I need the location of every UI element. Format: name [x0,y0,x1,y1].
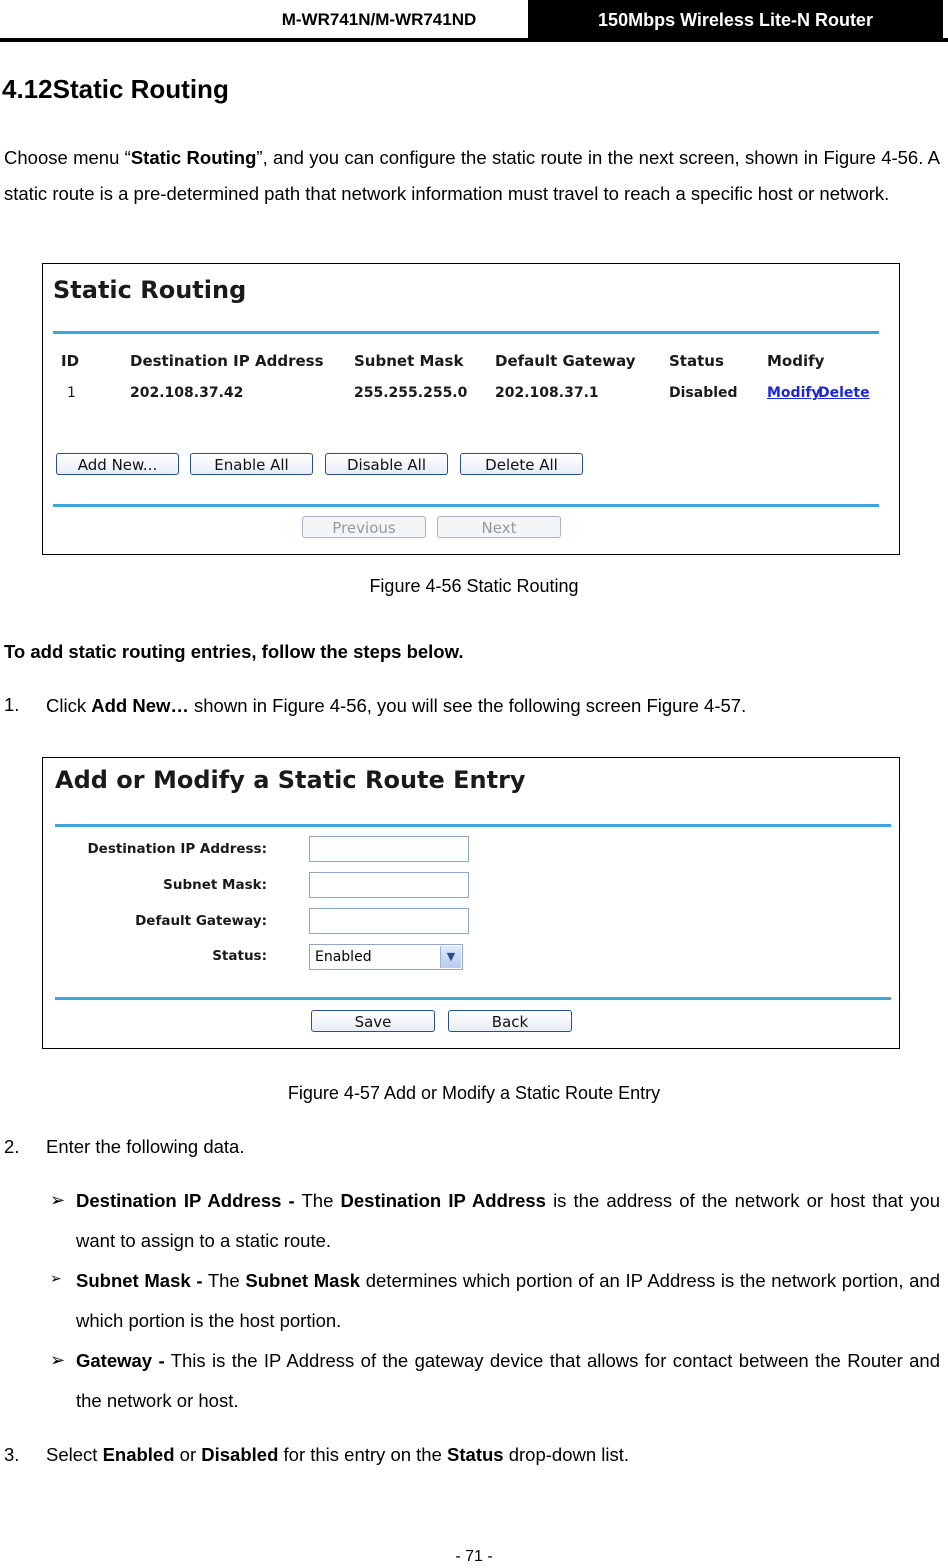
modify-link[interactable]: Modify [767,385,821,401]
status-select[interactable] [309,944,463,970]
section-number: 4.12 [2,74,53,104]
enable-all-button[interactable]: Enable All [190,453,313,475]
chevron-down-icon[interactable]: ▼ [440,946,461,968]
col-id: ID [61,352,80,370]
arrow-bullet-icon: ➢ [50,1270,62,1286]
fig57-title: Add or Modify a Static Route Entry [55,766,526,794]
row-id: 1 [67,385,76,401]
default-gateway-input[interactable] [309,908,469,934]
col-modify: Modify [767,352,825,370]
row-subnet-mask: 255.255.255.0 [354,385,468,401]
header-model: M-WR741N/M-WR741ND [281,10,477,29]
figure-add-modify-route [42,757,900,1049]
step1-number: 1. [4,694,20,715]
header-rule [0,38,948,42]
save-button[interactable]: Save [311,1010,435,1032]
step3-text: Select Enabled or Disabled for this entry on the Status drop-down list. [46,1444,630,1465]
header-product: 150Mbps Wireless Lite-N Router [528,0,943,38]
add-new-button[interactable]: Add New... [56,453,179,475]
step3-number: 3. [4,1444,20,1465]
fig56-bottom-rule [53,504,879,507]
delete-link[interactable]: Delete [818,385,870,401]
status-select-value: Enabled [315,949,372,965]
col-subnet-mask: Subnet Mask [354,352,464,370]
arrow-bullet-icon: ➢ [50,1350,66,1370]
subnet-mask-input[interactable] [309,872,469,898]
dest-ip-label: Destination IP Address: [87,841,267,857]
steps-heading: To add static routing entries, follow the steps below. [4,641,464,662]
step2-number: 2. [4,1136,20,1157]
row-status: Disabled [669,385,738,401]
fig56-top-rule [53,331,879,334]
col-destination: Destination IP Address [130,352,324,370]
step2-text: Enter the following data. [46,1136,245,1157]
col-status: Status [669,352,724,370]
figure-57-caption: Figure 4-57 Add or Modify a Static Route Entry [287,1083,661,1103]
row-gateway: 202.108.37.1 [495,385,599,401]
previous-button[interactable]: Previous [302,516,426,538]
fig57-bottom-rule [55,997,891,1000]
bullet-destination: Destination IP Address - The Destination IP Address is the address of the network or host that you want to assign to a static route. [76,1190,941,1251]
section-title [2,74,229,105]
row-destination: 202.108.37.42 [130,385,244,401]
bullet-gateway: Gateway - This is the IP Address of the gateway device that allows for contact between the Router and the network or host. [76,1350,940,1411]
status-label: Status: [212,948,267,964]
subnet-mask-label: Subnet Mask: [163,877,267,893]
bullet-subnet-mask: Subnet Mask - The Subnet Mask determines which portion of an IP Address is the network portion, and which portion is the host portion. [76,1270,941,1331]
page-number: - 71 - [455,1548,493,1565]
figure-static-routing [42,263,900,555]
step1-text: Click Add New… shown in Figure 4-56, you will see the following screen Figure 4-57. [46,695,747,716]
intro-paragraph: Choose menu “Static Routing”, and you can configure the static route in the next screen, shown in Figure 4-56. A static route is a pre-determined path that network information must travel to reach a specific host or network. [4,147,941,204]
delete-all-button[interactable]: Delete All [460,453,583,475]
section-title-text: Static Routing [52,74,229,104]
fig57-top-rule [55,824,891,827]
back-button[interactable]: Back [448,1010,572,1032]
figure-56-caption: Figure 4-56 Static Routing [369,576,579,596]
default-gateway-label: Default Gateway: [135,913,267,929]
dest-ip-input[interactable] [309,836,469,862]
next-button[interactable]: Next [437,516,561,538]
fig56-title: Static Routing [53,276,247,304]
disable-all-button[interactable]: Disable All [325,453,448,475]
arrow-bullet-icon: ➢ [50,1190,66,1210]
col-default-gateway: Default Gateway [495,352,636,370]
